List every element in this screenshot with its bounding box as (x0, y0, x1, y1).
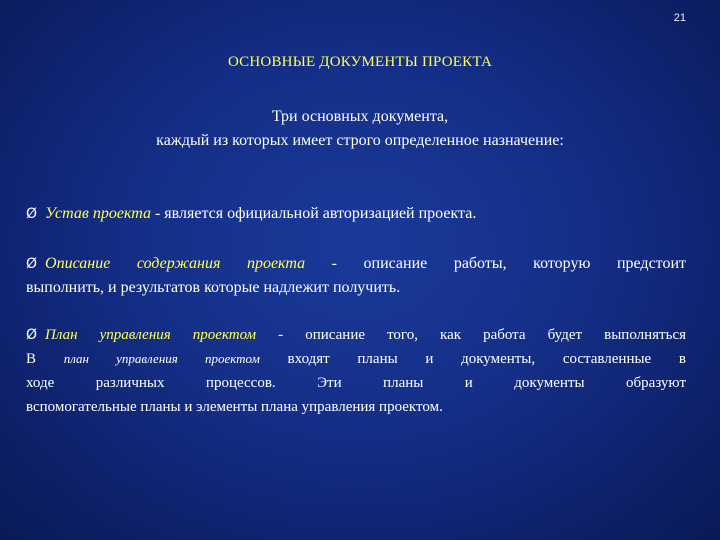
bullet-term: План управления проектом (45, 327, 257, 343)
bullet-scope-description (26, 252, 686, 300)
bullet-text-pre: В (26, 351, 64, 367)
subtitle-line-2: каждый из которых имеет строго определенное назначение: (156, 132, 564, 149)
arrow-bullet-icon: Ø (26, 327, 38, 343)
bullet-term: Описание содержания проекта (45, 255, 306, 272)
slide-title: ОСНОВНЫЕ ДОКУМЕНТЫ ПРОЕКТА (227, 54, 493, 70)
bullet-charter (26, 202, 686, 226)
bullet-line-4: вспомогательные планы и элементы плана управления проектом. (26, 399, 443, 415)
bullet-line-2: выполнить, и результатов которые надлежит получить. (26, 279, 401, 296)
bullet-management-plan (26, 323, 686, 419)
arrow-bullet-icon: Ø (26, 256, 38, 272)
bullet-line-1 (26, 252, 686, 276)
bullet-line-3: ходе различных процессов. Эти планы и документы образуют (26, 375, 686, 391)
bullet-text: - описание работы, которую предстоит (305, 255, 687, 272)
arrow-bullet-icon: Ø (26, 206, 38, 222)
bullet-term: Устав проекта (45, 205, 151, 222)
subtitle-line-1: Три основных документа, (271, 108, 449, 125)
bullet-text-italic: план управления проектом (63, 351, 260, 366)
bullet-text: - является официальной авторизацией проекта. (150, 205, 477, 222)
slide-number: 21 (673, 12, 686, 24)
bullet-text: - описание того, как работа будет выполняться (256, 327, 686, 343)
bullet-line-2 (26, 347, 686, 371)
bullet-line-1 (26, 323, 686, 347)
bullet-text-post: входят планы и документы, составленные в (259, 351, 686, 367)
subtitle (0, 105, 720, 153)
